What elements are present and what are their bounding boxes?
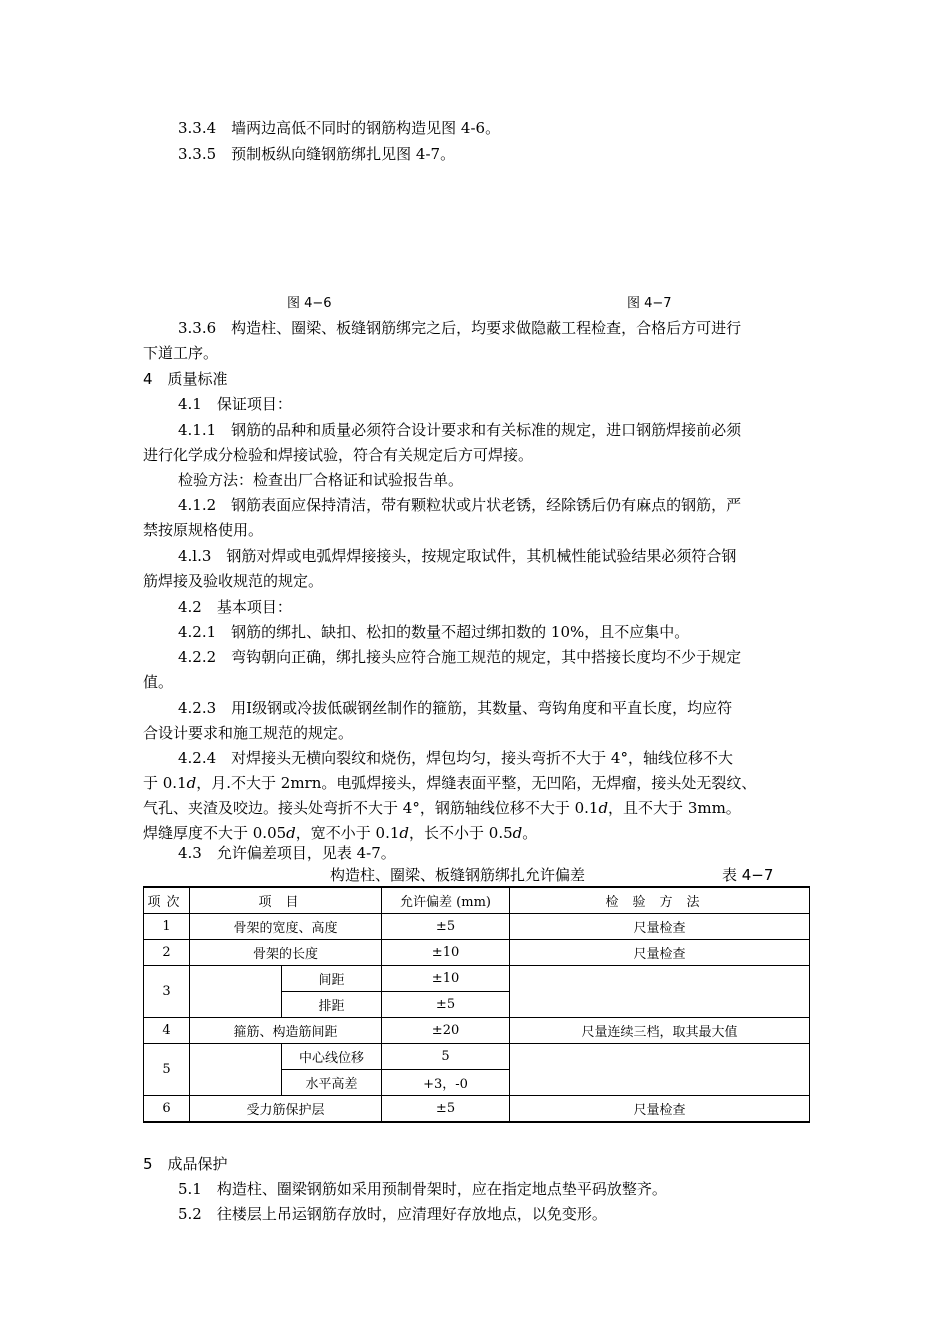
table-row — [144, 914, 810, 940]
paragraph-4-2-4-line2: 于 0.1d，月.不大于 2mrn。电弧焊接头，焊缝表面平整，无凹陷，无焊瘤，接头处无裂纹、 — [143, 774, 757, 792]
cell-tolerance: ±20 — [382, 1018, 510, 1044]
section-5-heading: 5 成品保护 — [143, 1155, 228, 1173]
cell-subitem: 中心线位移 — [282, 1044, 382, 1070]
cell-method-empty — [510, 1044, 810, 1096]
cell-item: 骨架的宽度、高度 — [190, 914, 382, 940]
cell-method: 尺量连续三档，取其最大值 — [510, 1018, 810, 1044]
cell-tolerance: +3，-0 — [382, 1070, 510, 1096]
cell-item: 受力筋保护层 — [190, 1096, 382, 1123]
header-method: 检验方法 — [510, 887, 810, 914]
paragraph-4-2-4-line4: 焊缝厚度不大于 0.05d，宽不小于 0.1d，长不小于 0.5d。 — [143, 824, 538, 842]
paragraph-3-3-5: 3.3.5 预制板纵向缝钢筋绑扎见图 4-7。 — [178, 145, 456, 163]
cell-subitem: 水平高差 — [282, 1070, 382, 1096]
paragraph-4-2-3-cont: 合设计要求和施工规范的规定。 — [143, 724, 354, 742]
cell-no: 6 — [144, 1096, 190, 1123]
cell-method-empty — [510, 966, 810, 1018]
figure-4-6-label: 图 4−6 — [287, 296, 332, 311]
cell-tolerance: ±5 — [382, 992, 510, 1018]
cell-tolerance: ±5 — [382, 914, 510, 940]
paragraph-3-3-6-cont: 下道工序。 — [143, 344, 219, 362]
paragraph-4-1-3-cont: 筋焊接及验收规范的规定。 — [143, 572, 324, 590]
paragraph-4-3: 4.3 允许偏差项目，见表 4-7。 — [178, 844, 396, 862]
cell-no: 2 — [144, 940, 190, 966]
cell-no: 4 — [144, 1018, 190, 1044]
header-no: 项次 — [144, 887, 190, 914]
table-number: 表 4−7 — [722, 866, 774, 884]
paragraph-4-2-4: 4.2.4 对焊接头无横向裂纹和烧伤，焊包均匀，接头弯折不大于 4°，轴线位移不大 — [178, 749, 733, 767]
cell-method: 尺量检查 — [510, 940, 810, 966]
paragraph-4-1-2-cont: 禁按原规格使用。 — [143, 521, 264, 539]
cell-no: 1 — [144, 914, 190, 940]
paragraph-4-2-2: 4.2.2 弯钩朝向正确，绑扎接头应符合施工规范的规定，其中搭接长度均不少于规定 — [178, 648, 742, 666]
paragraph-4-2-3: 4.2.3 用Ⅰ级钢或冷拔低碳钢丝制作的箍筋，其数量、弯钩角度和平直长度，均应符 — [178, 699, 733, 717]
cell-method: 尺量检查 — [510, 914, 810, 940]
paragraph-3-3-4: 3.3.4 墙两边高低不同时的钢筋构造见图 4-6。 — [178, 119, 501, 137]
paragraph-4-2-2-cont: 值。 — [143, 673, 174, 691]
paragraph-4-1-2: 4.1.2 钢筋表面应保持清洁，带有颗粒状或片状老锈，经除锈后仍有麻点的钢筋，严 — [178, 496, 742, 514]
header-tolerance: 允许偏差 (mm) — [382, 887, 510, 914]
paragraph-5-1: 5.1 构造柱、圈梁钢筋如采用预制骨架时，应在指定地点垫平码放整齐。 — [178, 1180, 667, 1198]
cell-subitem: 间距 — [282, 966, 382, 992]
paragraph-4-1-3: 4.l.3 钢筋对焊或电弧焊焊接接头，按规定取试件，其机械性能试验结果必须符合钢 — [178, 547, 737, 565]
paragraph-4-1-1-cont: 进行化学成分检验和焊接试验，符合有关规定后方可焊接。 — [143, 446, 534, 464]
cell-tolerance: ±10 — [382, 966, 510, 992]
figure-4-7-label: 图 4−7 — [627, 296, 672, 311]
table-header-row — [144, 887, 810, 914]
table-row — [144, 1096, 810, 1123]
table-title: 构造柱、圈梁、板缝钢筋绑扎允许偏差 — [330, 866, 586, 884]
cell-item-empty — [190, 966, 282, 1018]
table-row — [144, 966, 810, 992]
header-item: 项目 — [190, 887, 382, 914]
cell-item: 骨架的长度 — [190, 940, 382, 966]
table-row — [144, 1018, 810, 1044]
paragraph-3-3-6: 3.3.6 构造柱、圈梁、板缝钢筋绑完之后，均要求做隐蔽工程检查，合格后方可进行 — [178, 319, 742, 337]
paragraph-4-1: 4.1 保证项目： — [178, 395, 292, 413]
table-row — [144, 1044, 810, 1070]
table-row — [144, 940, 810, 966]
paragraph-4-2: 4.2 基本项目： — [178, 598, 292, 616]
cell-no: 3 — [144, 966, 190, 1018]
cell-tolerance: ±10 — [382, 940, 510, 966]
paragraph-4-2-1: 4.2.1 钢筋的绑扎、缺扣、松扣的数量不超过绑扣数的 10%，且不应集中。 — [178, 623, 690, 641]
cell-subitem: 排距 — [282, 992, 382, 1018]
section-4-heading: 4 质量标准 — [143, 370, 228, 388]
cell-tolerance: 5 — [382, 1044, 510, 1070]
paragraph-4-1-1: 4.1.1 钢筋的品种和质量必须符合设计要求和有关标准的规定，进口钢筋焊接前必须 — [178, 421, 742, 439]
tolerance-table — [143, 886, 810, 1123]
paragraph-5-2: 5.2 往楼层上吊运钢筋存放时，应清理好存放地点，以免变形。 — [178, 1205, 607, 1223]
cell-item-empty — [190, 1044, 282, 1096]
cell-tolerance: ±5 — [382, 1096, 510, 1123]
paragraph-check-method: 检验方法：检查出厂合格证和试验报告单。 — [178, 471, 464, 489]
cell-item: 箍筋、构造筋间距 — [190, 1018, 382, 1044]
cell-method: 尺量检查 — [510, 1096, 810, 1123]
cell-no: 5 — [144, 1044, 190, 1096]
paragraph-4-2-4-line3: 气孔、夹渣及咬边。接头处弯折不大于 4°，钢筋轴线位移不大于 0.1d，且不大于 3mm。 — [143, 799, 741, 817]
